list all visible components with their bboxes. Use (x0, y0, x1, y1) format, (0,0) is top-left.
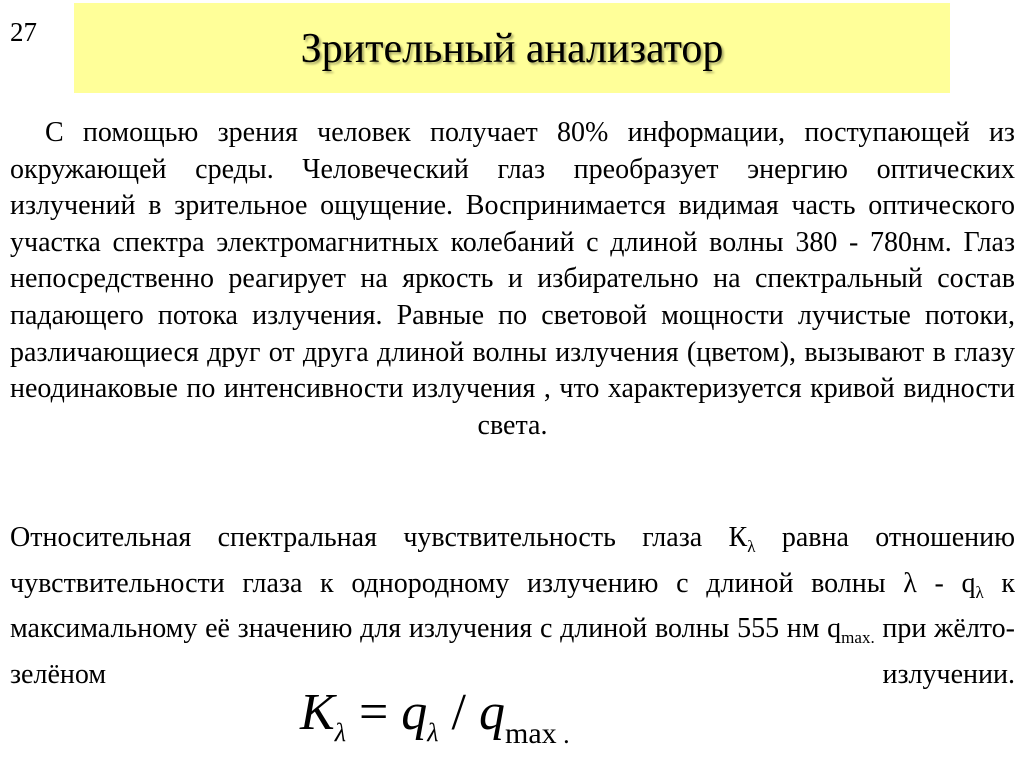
subscript-lambda: λ (975, 582, 984, 602)
paragraph-text: отношению чувствительности глаза к однородному излучению с (10, 522, 1016, 599)
formula-slash: / (438, 684, 479, 741)
formula-relative-sensitivity (300, 678, 570, 770)
paragraph-text: длиной волны λ - q (706, 567, 976, 599)
formula-k: K (300, 684, 335, 741)
subscript-max: max. (841, 628, 875, 648)
paragraph-line: спектральный состав падающего потока излучения. Равные по (10, 263, 1015, 331)
title-banner (74, 3, 950, 93)
formula-k-subscript: λ (334, 718, 346, 747)
paragraph-vision-info (10, 115, 1015, 444)
subscript-lambda: λ (747, 537, 756, 556)
paragraph-text: равна (755, 522, 849, 553)
formula-period: . (556, 720, 570, 749)
slide-title: Зрительный анализатор (300, 26, 724, 72)
paragraph-line: ощущение. Воспринимается видимая часть оптического участка (10, 190, 1016, 258)
paragraph-line: преобразует энергию оптических излучений в зрительное (10, 153, 1015, 222)
formula-q-subscript: λ (427, 718, 439, 747)
formula-q: q (401, 684, 428, 741)
formula-equals: = (345, 684, 402, 741)
paragraph-text: Относительная спектральная чувствительность глаза К (10, 522, 748, 553)
paragraph-relative-sensitivity (10, 520, 1015, 693)
paragraph-text: длиной волны 555 нм q (560, 613, 842, 645)
formula-q-max: q (479, 684, 505, 741)
paragraph-line: С помощью зрения человек получает 80% информации, (45, 117, 786, 148)
paragraph-line: световой мощности лучистые потоки, различающиеся друг от друга (10, 299, 1015, 368)
formula-max-subscript: max (505, 717, 557, 750)
paragraph-line: Глаз непосредственно реагирует на яркость и избирательно на (10, 226, 1016, 295)
paragraph-line: поступающей из окружающей среды. Человеческий глаз (10, 117, 1015, 185)
paragraph-text: к максимальному её значению для излучения с (10, 567, 1015, 645)
paragraph-line: длиной волны излучения (цветом), вызывают в глазу неодинаковые (10, 336, 1016, 405)
paragraph-text: при жёлто-зелёном излучении. (10, 613, 1016, 690)
slide-number: 27 (10, 17, 37, 47)
paragraph-line: спектра электромагнитных колебаний с длиной волны 380 - 780нм. (112, 226, 952, 258)
paragraph-line: по интенсивности излучения , что характеризуется кривой видности (186, 373, 1016, 405)
paragraph-last-line: света. (477, 409, 548, 441)
